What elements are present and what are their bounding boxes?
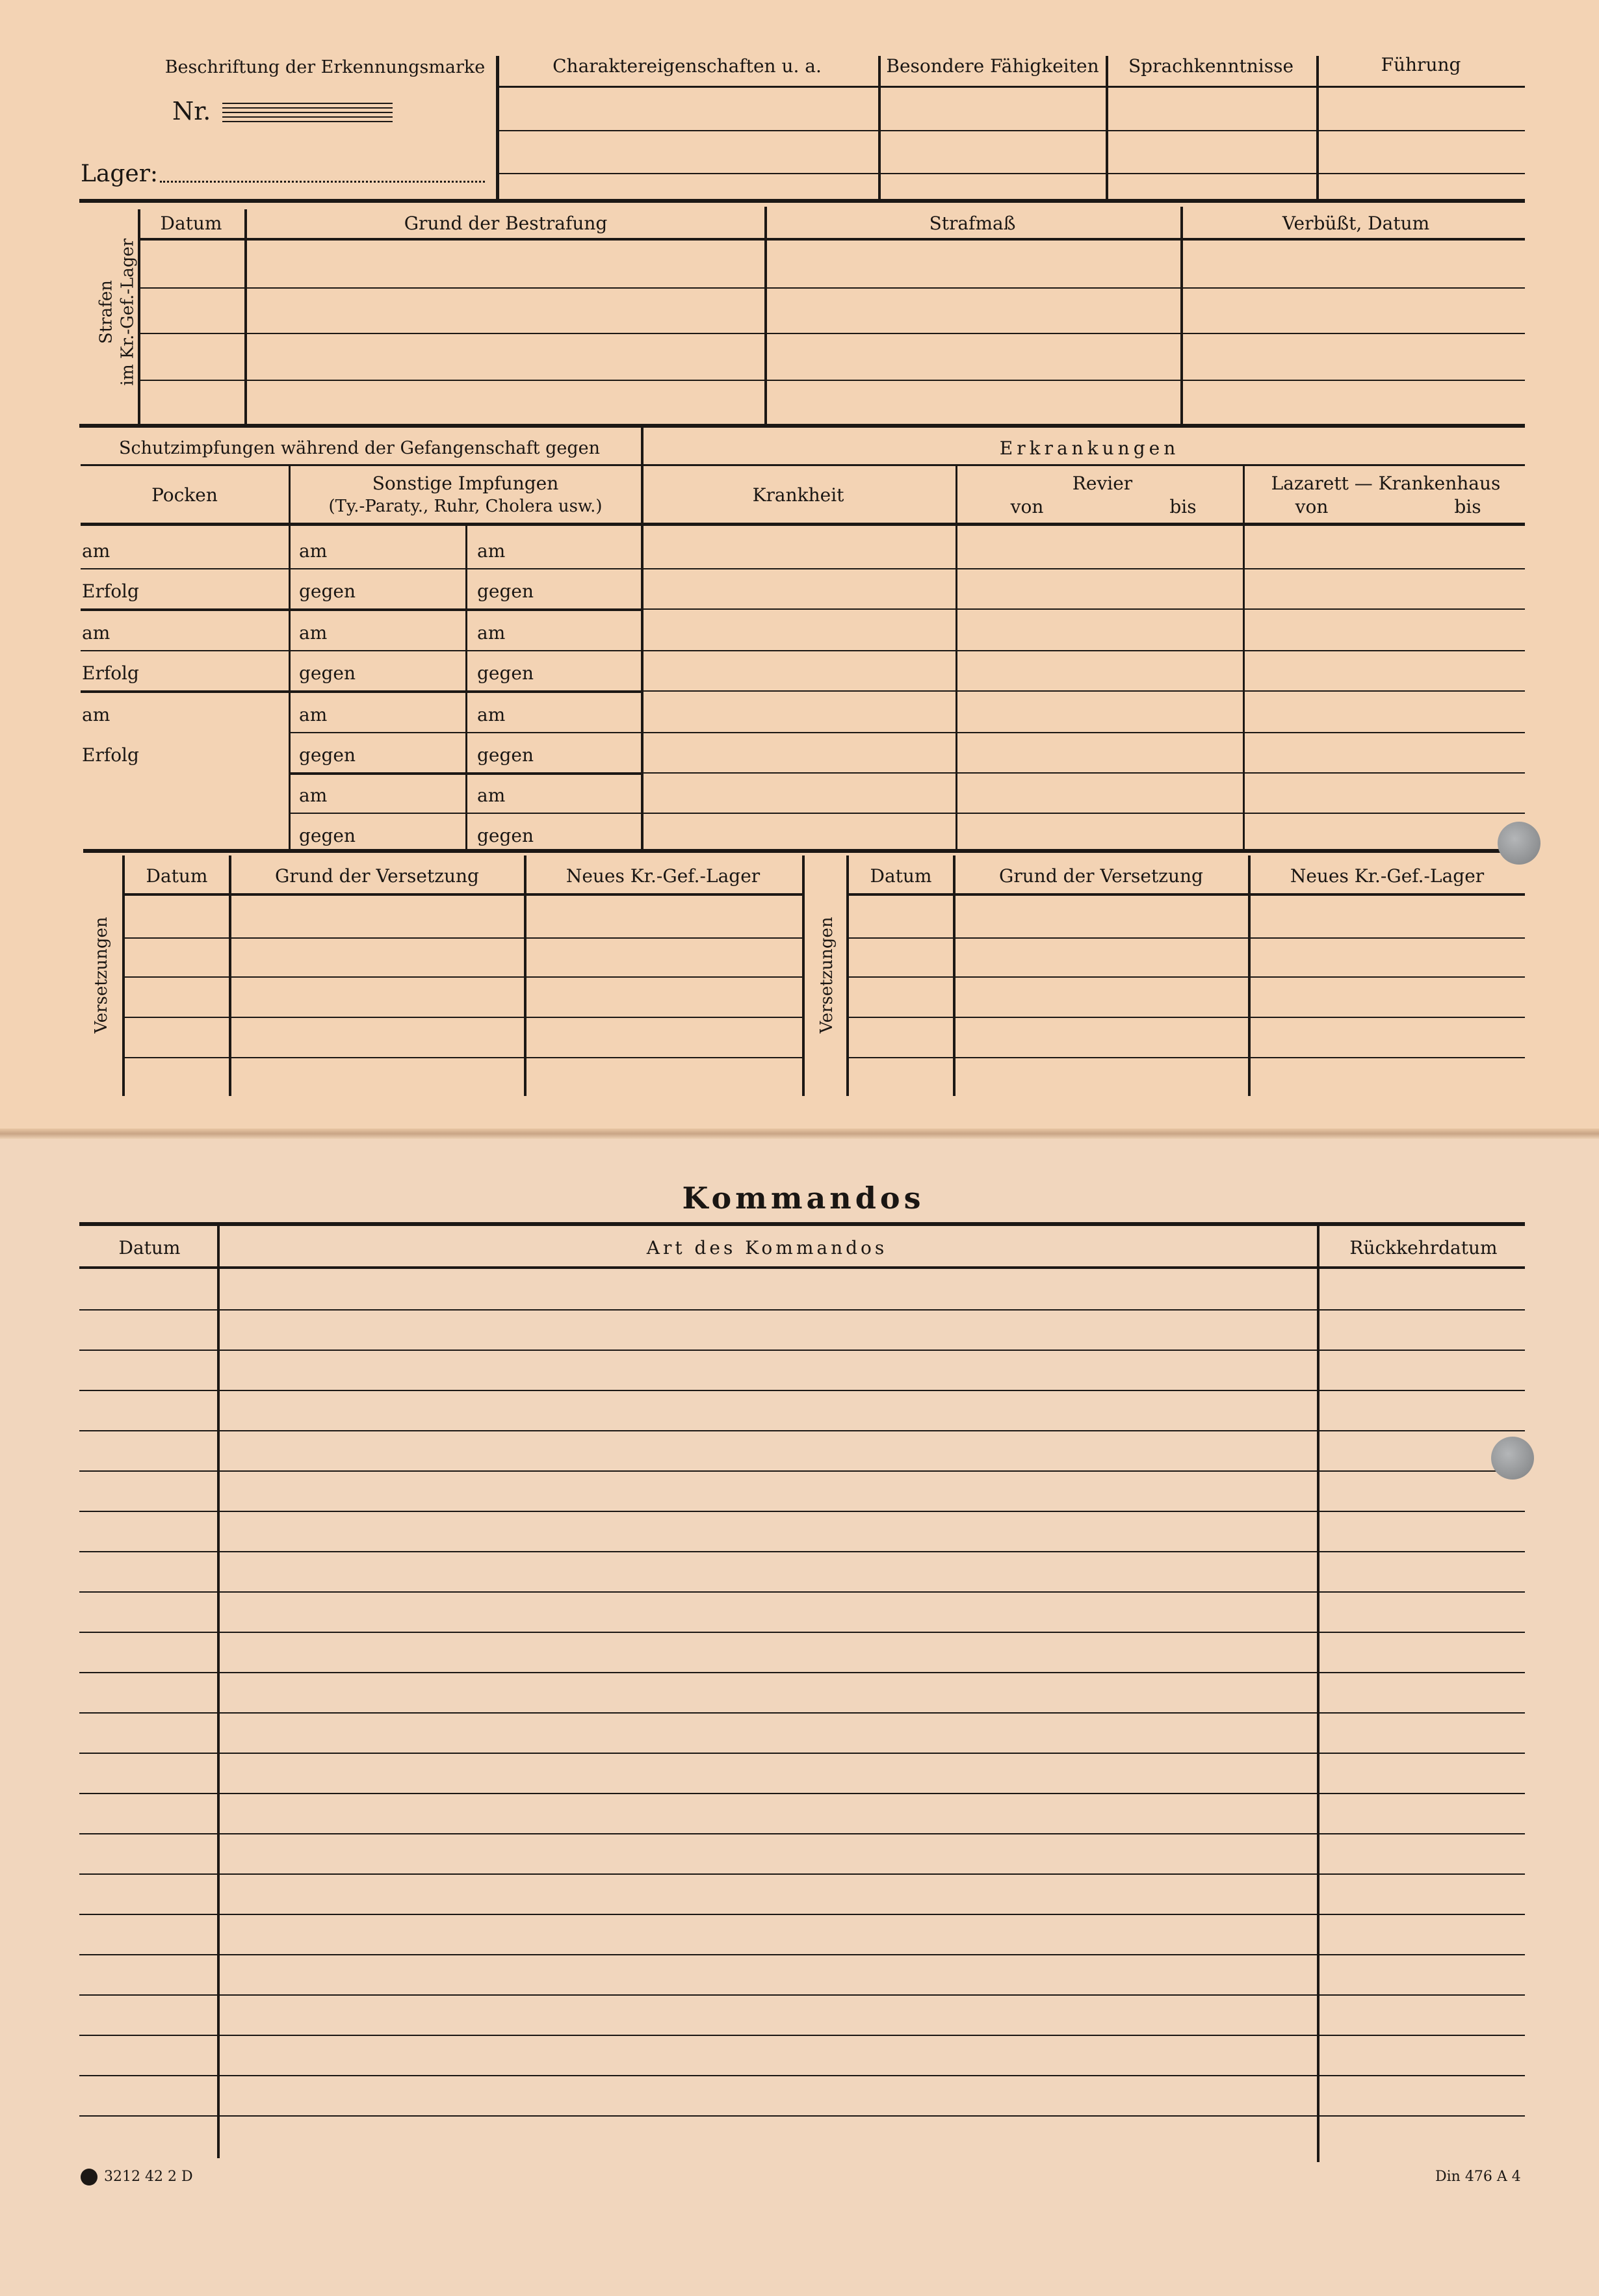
pocken-erfolg-3: Erfolg (82, 744, 139, 766)
kommandos-col-datum: Datum (118, 1237, 181, 1259)
sonstige-gegen-1a: gegen (299, 581, 356, 602)
col-krankheit: Krankheit (752, 484, 844, 506)
sonstige-gegen-2a: gegen (299, 662, 356, 684)
versetzungen-col-lager-left: Neues Kr.-Gef.-Lager (566, 865, 760, 887)
lazarett-bis: bis (1454, 496, 1481, 517)
strafen-col-grund: Grund der Bestrafung (404, 213, 608, 234)
print-code: 3212 42 2 D (104, 2169, 193, 2185)
pocken-am-3: am (82, 704, 110, 725)
versetzungen-col-datum-left: Datum (146, 865, 208, 887)
pocken-am-2: am (82, 622, 110, 644)
nr-label: Nr. (172, 97, 211, 125)
col-fuehrung: Führung (1381, 54, 1461, 75)
din-format: Din 476 A 4 (1435, 2169, 1521, 2185)
kommandos-col-art: Art des Kommandos (646, 1237, 888, 1259)
sonstige-am-3a: am (299, 704, 328, 725)
pocken-erfolg-1: Erfolg (82, 581, 139, 602)
col-sonstige-2: (Ty.-Paraty., Ruhr, Cholera usw.) (328, 497, 603, 516)
sonstige-gegen-3b: gegen (477, 744, 534, 766)
sonstige-am-2a: am (299, 622, 328, 644)
revier-bis: bis (1169, 496, 1197, 517)
col-revier: Revier (1072, 473, 1133, 494)
strafen-col-datum: Datum (160, 213, 222, 234)
sonstige-gegen-4a: gegen (299, 825, 356, 846)
versetzungen-side-label-left: Versetzungen (91, 917, 111, 1034)
col-charakter: Charaktereigenschaften u. a. (552, 55, 822, 77)
sonstige-am-1b: am (477, 540, 506, 562)
erkrankungen-title: Erkrankungen (999, 437, 1180, 459)
sonstige-gegen-3a: gegen (299, 744, 356, 766)
punch-hole-top (1498, 822, 1540, 865)
sonstige-am-4a: am (299, 785, 328, 806)
lager-label: Lager: (81, 161, 159, 187)
punch-hole-bottom (1491, 1437, 1534, 1480)
kommandos-col-rueckkehr: Rückkehrdatum (1349, 1237, 1498, 1259)
lazarett-von: von (1295, 496, 1329, 517)
sonstige-am-1a: am (299, 540, 328, 562)
strafen-col-verbuesst: Verbüßt, Datum (1282, 213, 1430, 234)
sonstige-gegen-2b: gegen (477, 662, 534, 684)
col-pocken: Pocken (151, 484, 218, 506)
pocken-erfolg-2: Erfolg (82, 662, 139, 684)
sonstige-am-4b: am (477, 785, 506, 806)
strafen-side-label: Strafen im Kr.-Gef.-Lager (96, 238, 137, 386)
versetzungen-col-datum-right: Datum (870, 865, 932, 887)
kommandos-rows (79, 1309, 1525, 2128)
nr-field[interactable] (222, 103, 393, 125)
versetzungen-col-lager-right: Neues Kr.-Gef.-Lager (1290, 865, 1485, 887)
versetzungen-col-grund-left: Grund der Versetzung (275, 865, 479, 887)
sonstige-am-3b: am (477, 704, 506, 725)
col-sonstige-1: Sonstige Impfungen (372, 473, 559, 494)
sonstige-gegen-1b: gegen (477, 581, 534, 602)
kommandos-title: Kommandos (682, 1181, 925, 1216)
col-lazarett: Lazarett — Krankenhaus (1271, 473, 1501, 494)
card-fold (0, 1128, 1599, 1139)
revier-von: von (1010, 496, 1044, 517)
sonstige-gegen-4b: gegen (477, 825, 534, 846)
col-sprachen: Sprachkenntnisse (1128, 55, 1294, 77)
sonstige-am-2b: am (477, 622, 506, 644)
versetzungen-col-grund-right: Grund der Versetzung (999, 865, 1203, 887)
strafen-col-strafmass: Strafmaß (929, 213, 1016, 234)
lager-field[interactable] (160, 181, 485, 183)
pocken-am-1: am (82, 540, 110, 562)
versetzungen-side-label-right: Versetzungen (816, 917, 837, 1034)
publisher-mark-icon (81, 2169, 98, 2185)
col-faehigkeiten: Besondere Fähigkeiten (886, 55, 1099, 77)
impfungen-title: Schutzimpfungen während der Gefangenschaft gegen (119, 438, 600, 458)
tag-title: Beschriftung der Erkennungsmarke (164, 57, 486, 77)
